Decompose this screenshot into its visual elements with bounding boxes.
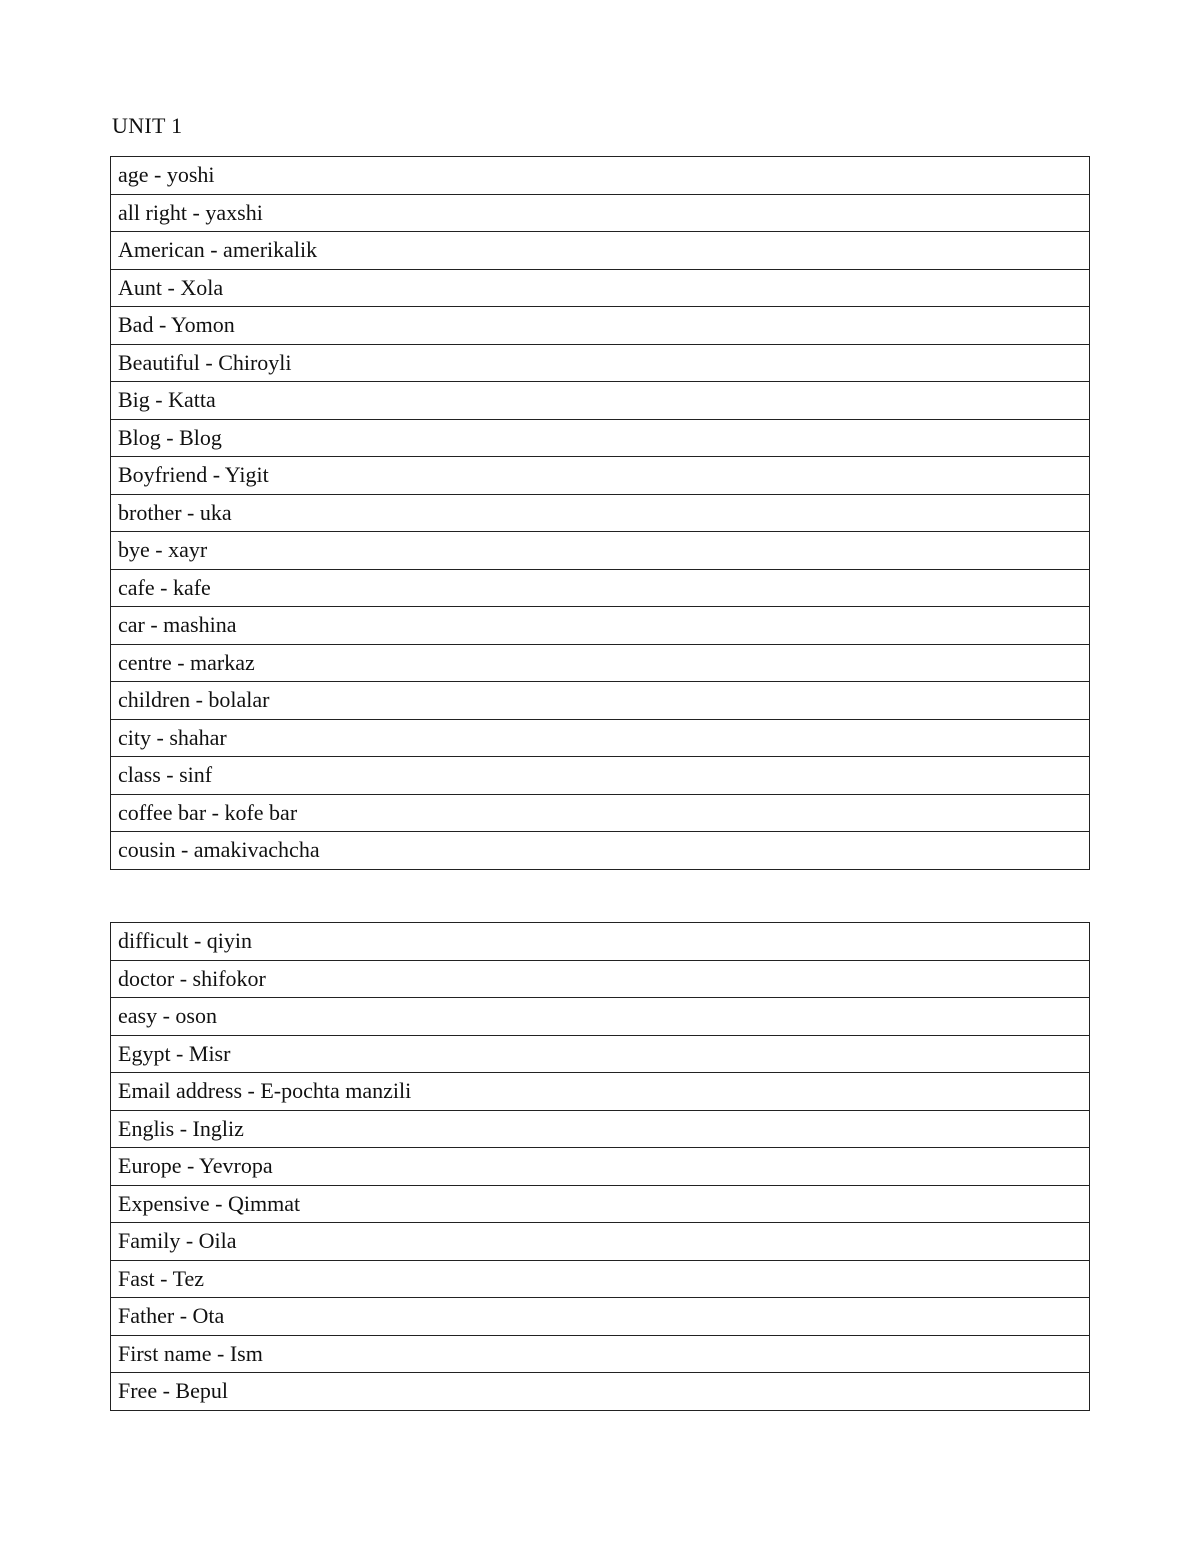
vocab-cell: Blog - Blog (111, 419, 1090, 457)
table-row (111, 494, 1090, 532)
vocab-cell: coffee bar - kofe bar (111, 794, 1090, 832)
vocab-cell: Aunt - Xola (111, 269, 1090, 307)
vocab-cell: Europe - Yevropa (111, 1148, 1090, 1186)
vocab-cell: First name - Ism (111, 1335, 1090, 1373)
vocab-cell: Boyfriend - Yigit (111, 457, 1090, 495)
vocab-cell: Free - Bepul (111, 1373, 1090, 1411)
vocab-cell: Bad - Yomon (111, 307, 1090, 345)
table-row (111, 1185, 1090, 1223)
table-row (111, 269, 1090, 307)
vocab-cell: doctor - shifokor (111, 960, 1090, 998)
table-row (111, 607, 1090, 645)
table-row (111, 532, 1090, 570)
table-row (111, 923, 1090, 961)
table-row (111, 1298, 1090, 1336)
vocab-cell: Father - Ota (111, 1298, 1090, 1336)
table-row (111, 794, 1090, 832)
vocabulary-table-1 (110, 156, 1090, 870)
vocab-cell: difficult - qiyin (111, 923, 1090, 961)
table-row (111, 1110, 1090, 1148)
table-row (111, 757, 1090, 795)
vocab-cell: cousin - amakivachcha (111, 832, 1090, 870)
table-row (111, 1223, 1090, 1261)
vocab-cell: Big - Katta (111, 382, 1090, 420)
vocab-cell: American - amerikalik (111, 232, 1090, 270)
vocab-cell: centre - markaz (111, 644, 1090, 682)
vocabulary-table-2 (110, 922, 1090, 1411)
vocab-cell: all right - yaxshi (111, 194, 1090, 232)
vocab-cell: Egypt - Misr (111, 1035, 1090, 1073)
vocab-cell: Beautiful - Chiroyli (111, 344, 1090, 382)
table-row (111, 232, 1090, 270)
table-row (111, 344, 1090, 382)
vocab-cell: bye - xayr (111, 532, 1090, 570)
vocabulary-table-2-body (111, 923, 1090, 1411)
table-row (111, 1148, 1090, 1186)
table-row (111, 1335, 1090, 1373)
vocabulary-table-1-body (111, 157, 1090, 870)
table-row (111, 157, 1090, 195)
table-row (111, 1260, 1090, 1298)
vocab-cell: Fast - Tez (111, 1260, 1090, 1298)
vocab-cell: class - sinf (111, 757, 1090, 795)
table-row (111, 644, 1090, 682)
vocab-cell: cafe - kafe (111, 569, 1090, 607)
table-row (111, 194, 1090, 232)
vocab-cell: children - bolalar (111, 682, 1090, 720)
table-row (111, 307, 1090, 345)
table-row (111, 682, 1090, 720)
vocab-cell: Email address - E-pochta manzili (111, 1073, 1090, 1111)
table-row (111, 457, 1090, 495)
table-row (111, 1073, 1090, 1111)
table-row (111, 960, 1090, 998)
table-row (111, 998, 1090, 1036)
page-heading: UNIT 1 (112, 113, 183, 138)
vocab-cell: age - yoshi (111, 157, 1090, 195)
vocab-cell: Expensive - Qimmat (111, 1185, 1090, 1223)
table-row (111, 1373, 1090, 1411)
table-row (111, 569, 1090, 607)
vocab-cell: easy - oson (111, 998, 1090, 1036)
table-row (111, 1035, 1090, 1073)
table-row (111, 832, 1090, 870)
vocab-cell: car - mashina (111, 607, 1090, 645)
table-row (111, 419, 1090, 457)
table-row (111, 382, 1090, 420)
vocab-cell: Family - Oila (111, 1223, 1090, 1261)
vocab-cell: Englis - Ingliz (111, 1110, 1090, 1148)
table-row (111, 719, 1090, 757)
vocab-cell: city - shahar (111, 719, 1090, 757)
vocab-cell: brother - uka (111, 494, 1090, 532)
